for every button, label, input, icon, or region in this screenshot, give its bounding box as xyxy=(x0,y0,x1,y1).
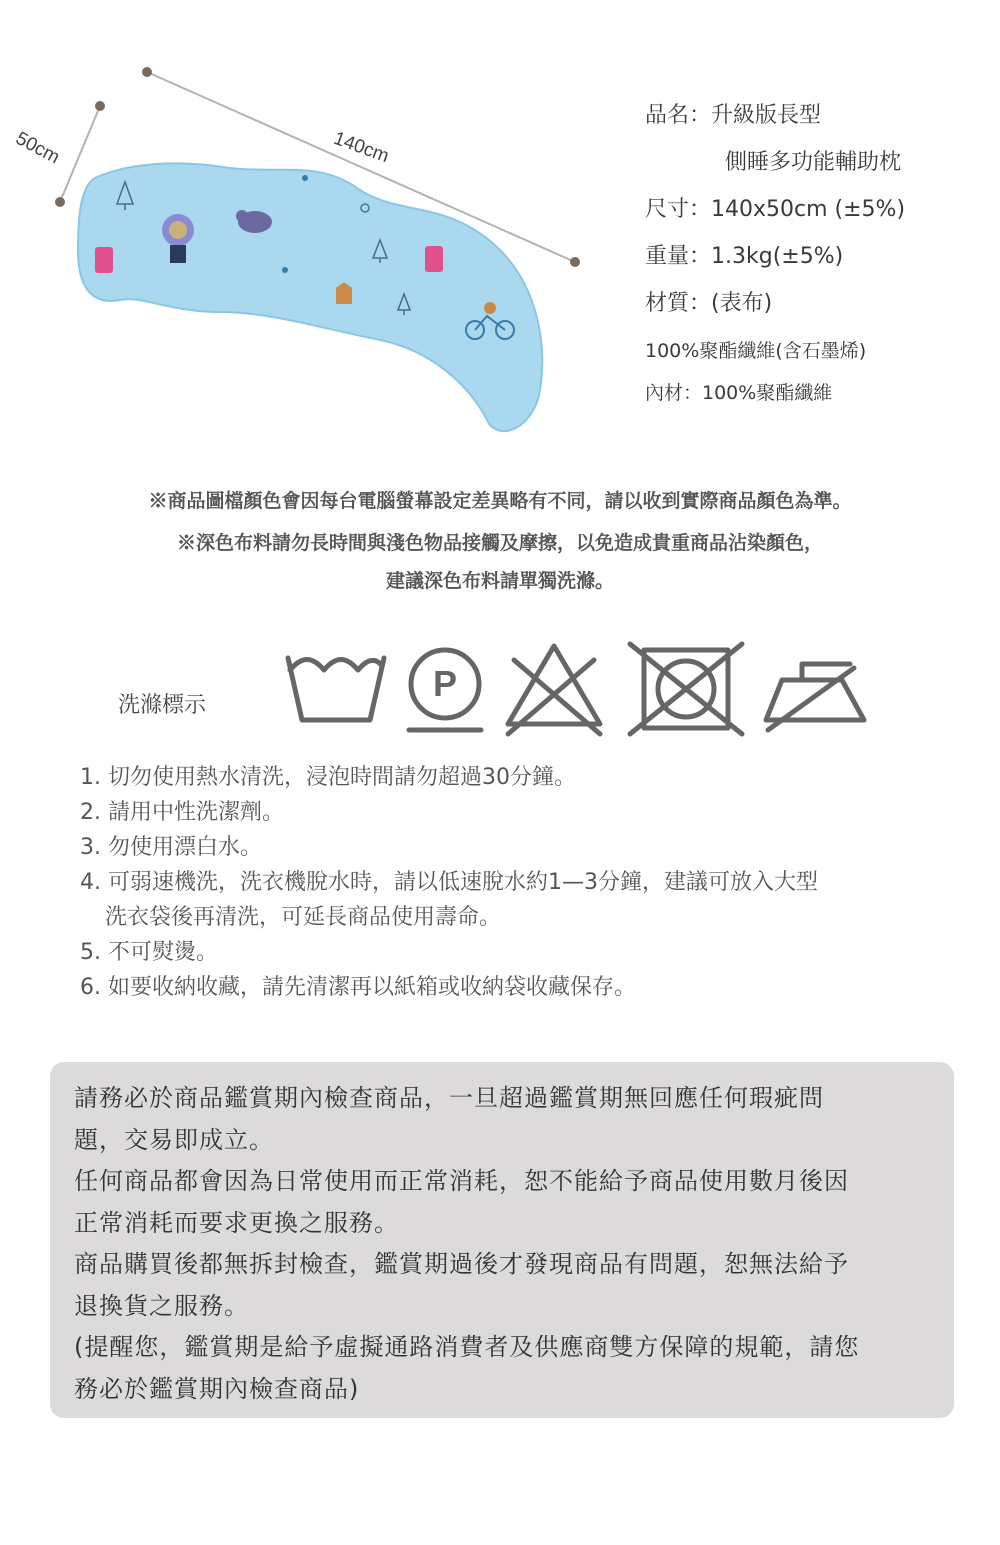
dimension-dot xyxy=(570,257,580,267)
spec-name-cont: 側睡多功能輔助枕 xyxy=(725,150,902,175)
disclaimer-line: 請務必於商品鑑賞期內檢查商品，一旦超過鑑賞期無回應任何瑕疵問 xyxy=(74,1084,824,1112)
instruction-item: 5. 不可熨燙。 xyxy=(80,940,218,965)
dimension-dot xyxy=(55,197,65,207)
spec-list xyxy=(645,102,995,421)
no-bleach-icon xyxy=(508,646,600,734)
disclaimer-line: 退換貨之服務。 xyxy=(74,1291,249,1320)
disclaimer-line: 題，交易即成立。 xyxy=(74,1125,274,1154)
care-icon-row xyxy=(282,640,882,750)
pillow-drawing xyxy=(0,50,620,450)
disclaimer-line: 任何商品都會因為日常使用而正常消耗，恕不能給予商品使用數月後因 xyxy=(74,1167,849,1195)
care-symbols xyxy=(282,640,882,750)
instruction-item: 3. 勿使用漂白水。 xyxy=(80,835,262,860)
wash-separately-notice: 建議深色布料請單獨洗滌。 xyxy=(385,570,614,592)
disclaimer-line: (提醒您，鑑賞期是給予虛擬通路消費者及供應商雙方保障的規範，請您 xyxy=(74,1333,860,1361)
disclaimer-line: 務必於鑑賞期內檢查商品) xyxy=(74,1374,360,1403)
instruction-item-cont: 洗衣袋後再清洗，可延長商品使用壽命。 xyxy=(105,905,502,930)
pillow-body xyxy=(78,163,542,431)
spec-filling: 內材：100%聚酯纖維 xyxy=(645,382,833,404)
care-title: 洗滌標示 xyxy=(118,693,207,718)
wash-instructions xyxy=(80,760,960,1005)
instruction-item: 6. 如要收納收藏，請先清潔再以紙箱或收納袋收藏保存。 xyxy=(80,975,636,1000)
dimension-dot xyxy=(142,67,152,77)
dye-notice: ※深色布料請勿長時間與淺色物品接觸及摩擦，以免造成貴重商品沾染顏色， xyxy=(176,532,823,554)
dry-clean-letter: P xyxy=(432,663,458,704)
wash-tub-icon xyxy=(288,658,384,720)
spec-size: 尺寸：140x50cm (±5%) xyxy=(645,197,906,222)
color-notice: ※商品圖檔顏色會因每台電腦螢幕設定差異略有不同，請以收到實際商品顏色為準。 xyxy=(148,490,852,512)
disclaimer-line: 正常消耗而要求更換之服務。 xyxy=(74,1208,399,1237)
length-label: 140cm xyxy=(330,128,392,168)
spec-weight: 重量：1.3kg(±5%) xyxy=(645,244,844,269)
no-tumble-dry-icon xyxy=(630,644,742,734)
no-iron-icon xyxy=(766,664,864,730)
spec-material: 材質：(表布) xyxy=(645,291,773,316)
instruction-item: 1. 切勿使用熱水清洗，浸泡時間請勿超過30分鐘。 xyxy=(80,765,576,790)
disclaimer-line: 商品購買後都無拆封檢查，鑑賞期過後才發現商品有問題，恕無法給予 xyxy=(74,1250,849,1278)
width-label: 50cm xyxy=(12,128,64,169)
instruction-item: 2. 請用中性洗潔劑。 xyxy=(80,800,284,825)
spec-material-detail: 100%聚酯纖維(含石墨烯) xyxy=(645,340,867,362)
pillow-illustration xyxy=(0,50,620,450)
dimension-dot xyxy=(95,101,105,111)
appraisal-disclaimer-box xyxy=(50,1062,954,1418)
spec-name: 品名：升級版長型 xyxy=(645,103,822,128)
instruction-item: 4. 可弱速機洗，洗衣機脫水時，請以低速脫水約1—3分鐘，建議可放入大型 xyxy=(80,870,818,895)
